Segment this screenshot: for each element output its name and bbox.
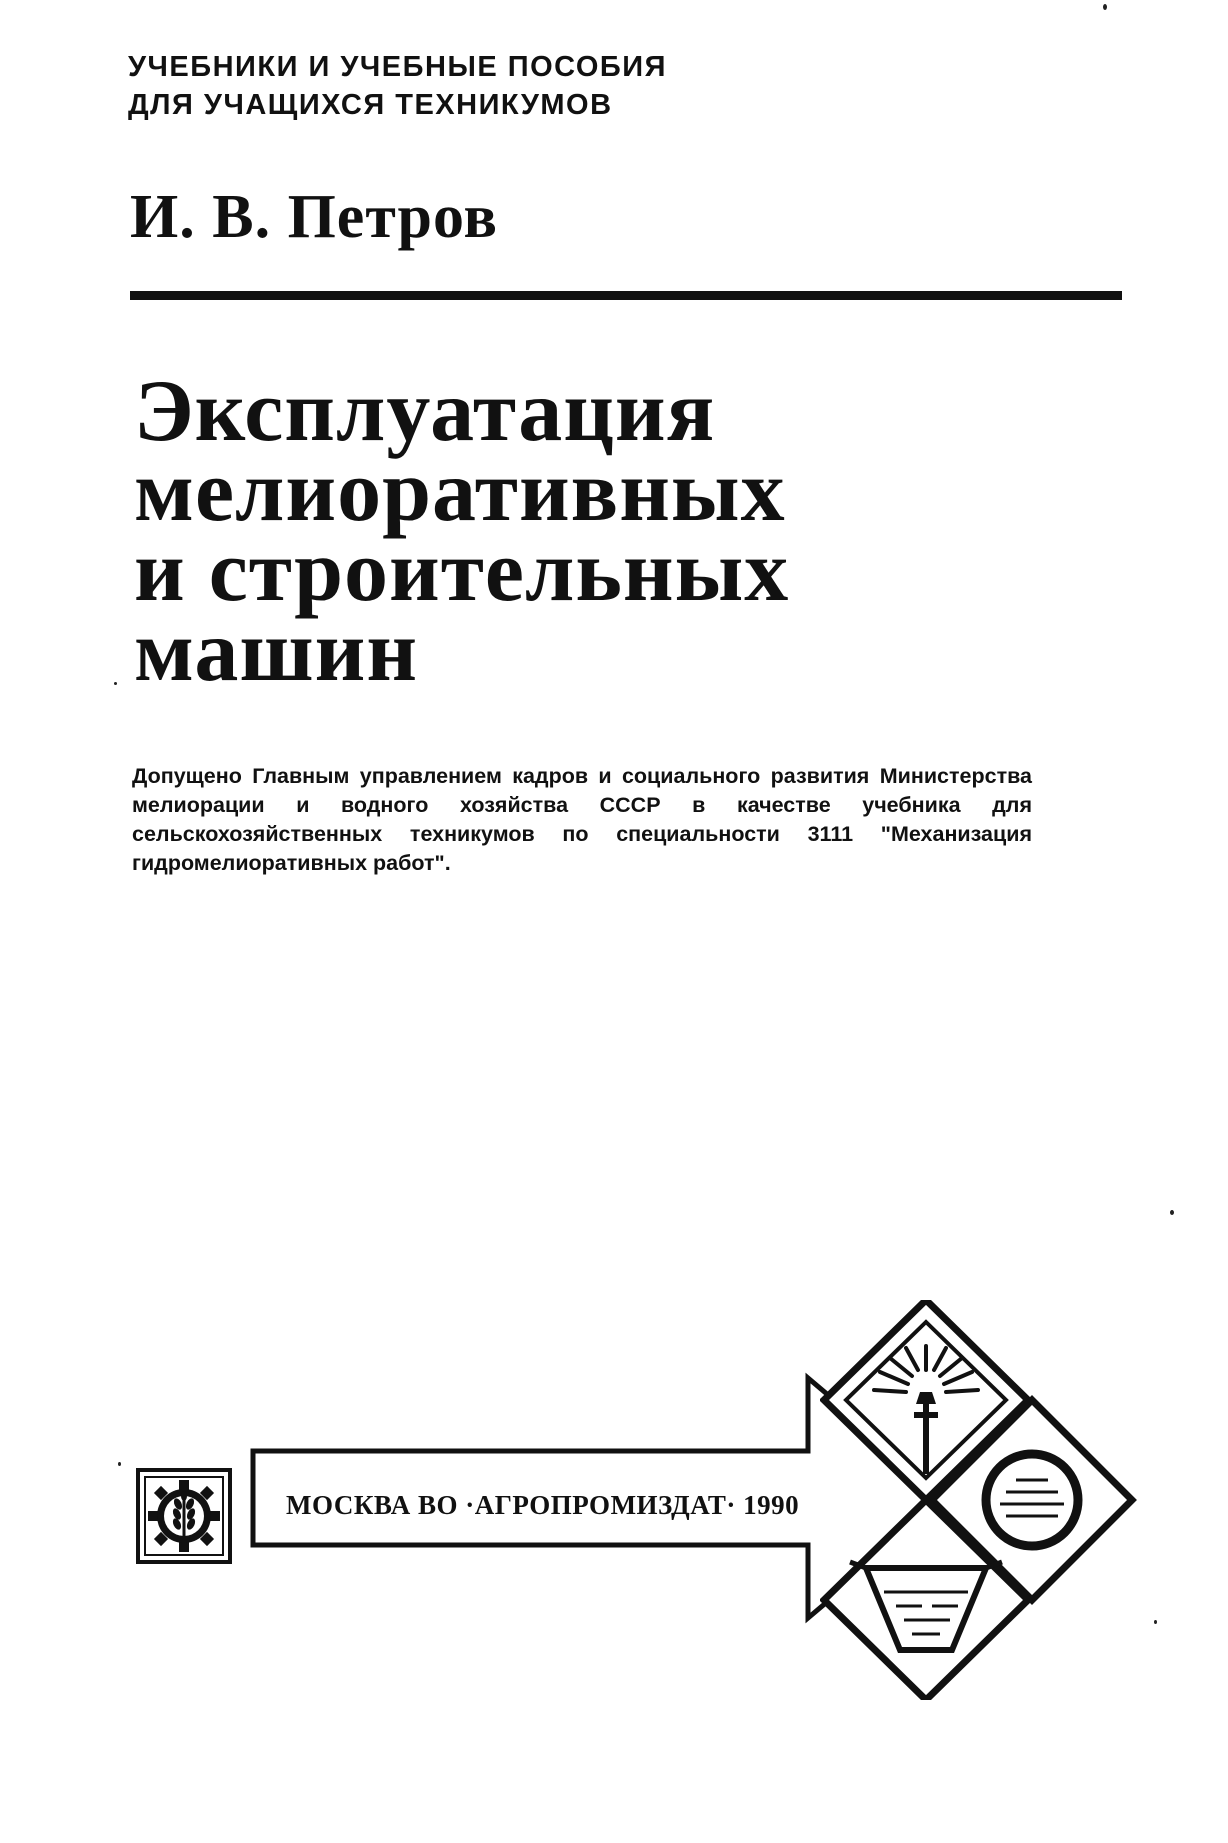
book-title (134, 363, 790, 700)
approval-statement: Допущено Главным управлением кадров и социального развития Министерства мелиорации и водного хозяйства СССР в качестве учебника для сельскохозяйственных техникумов по специальности 3111 "Механизация гидромелиоративных работ". (132, 764, 1032, 875)
title-line-4: машин (134, 603, 419, 700)
series-line-2: ДЛЯ УЧАЩИХСЯ ТЕХНИКУМОВ (128, 89, 613, 121)
scan-speck (114, 682, 117, 685)
land-reclamation-emblem-icon (820, 1300, 1140, 1700)
title-line-1: Эксплуатация (134, 363, 716, 460)
series-heading (128, 48, 667, 124)
publisher-imprint: МОСКВА ВО ·АГРОПРОМИЗДАТ· 1990 (286, 1490, 800, 1520)
scan-speck (1103, 4, 1107, 10)
title-line-3: и строительных (134, 523, 790, 620)
author-name: И. В. Петров (130, 183, 498, 251)
divider-rule (130, 291, 1122, 300)
title-line-2: мелиоративных (134, 443, 786, 540)
scan-speck (1154, 1620, 1157, 1624)
series-line-1: УЧЕБНИКИ И УЧЕБНЫЕ ПОСОБИЯ (128, 51, 667, 83)
scan-speck (1170, 1210, 1174, 1215)
gear-with-wheat-icon (136, 1468, 232, 1564)
scan-speck (118, 1462, 121, 1466)
